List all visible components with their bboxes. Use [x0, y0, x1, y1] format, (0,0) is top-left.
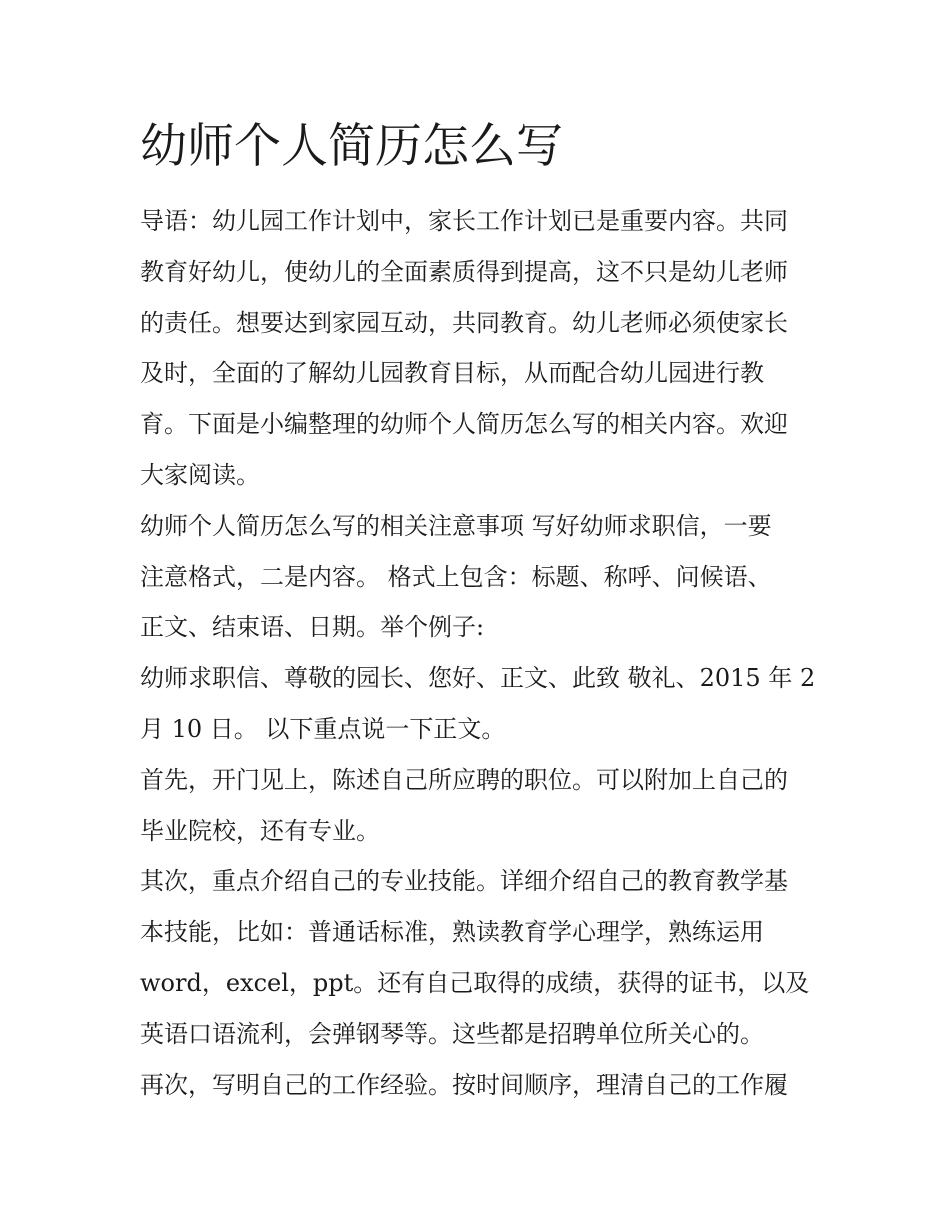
text-line: 导语：幼儿园工作计划中，家长工作计划已是重要内容。共同 — [140, 207, 788, 235]
text-line: 再次，写明自己的工作经验。按时间顺序，理清自己的工作履 — [140, 1070, 788, 1099]
text-line: 英语口语流利，会弹钢琴等。这些都是招聘单位所关心的。 — [140, 1019, 764, 1048]
text-line: 月 10 日。 以下重点说一下正文。 — [140, 714, 506, 743]
text-line: 及时，全面的了解幼儿园教育目标，从而配合幼儿园进行教 — [140, 359, 764, 388]
text-line: 大家阅读。 — [140, 460, 260, 489]
page-title: 幼师个人简历怎么写 — [140, 119, 563, 174]
text-line: 教育好幼儿，使幼儿的全面素质得到提高，这不只是幼儿老师 — [140, 257, 788, 286]
text-line: 注意格式，二是内容。 格式上包含：标题、称呼、问候语、 — [140, 562, 772, 591]
text-line: 的责任。想要达到家园互动，共同教育。幼儿老师必须使家长 — [140, 308, 788, 337]
text-line: 首先，开门见上，陈述自己所应聘的职位。可以附加上自己的 — [140, 765, 788, 794]
text-line: 其次，重点介绍自己的专业技能。详细介绍自己的教育教学基 — [140, 867, 788, 896]
text-line: 本技能，比如：普通话标准，熟读教育学心理学，熟练运用 — [140, 918, 764, 947]
text-line: 毕业院校，还有专业。 — [140, 816, 380, 845]
text-line: 正文、结束语、日期。举个例子: — [140, 613, 485, 642]
text-line: 育。下面是小编整理的幼师个人简历怎么写的相关内容。欢迎 — [140, 410, 788, 439]
text-line: 幼师个人简历怎么写的相关注意事项 写好幼师求职信，一要 — [140, 511, 772, 540]
text-line: 幼师求职信、尊敬的园长、您好、正文、此致 敬礼、2015 年 2 — [140, 664, 816, 693]
document-body — [140, 196, 820, 1110]
text-line: word，excel，ppt。还有自己取得的成绩，获得的证书，以及 — [140, 968, 810, 997]
